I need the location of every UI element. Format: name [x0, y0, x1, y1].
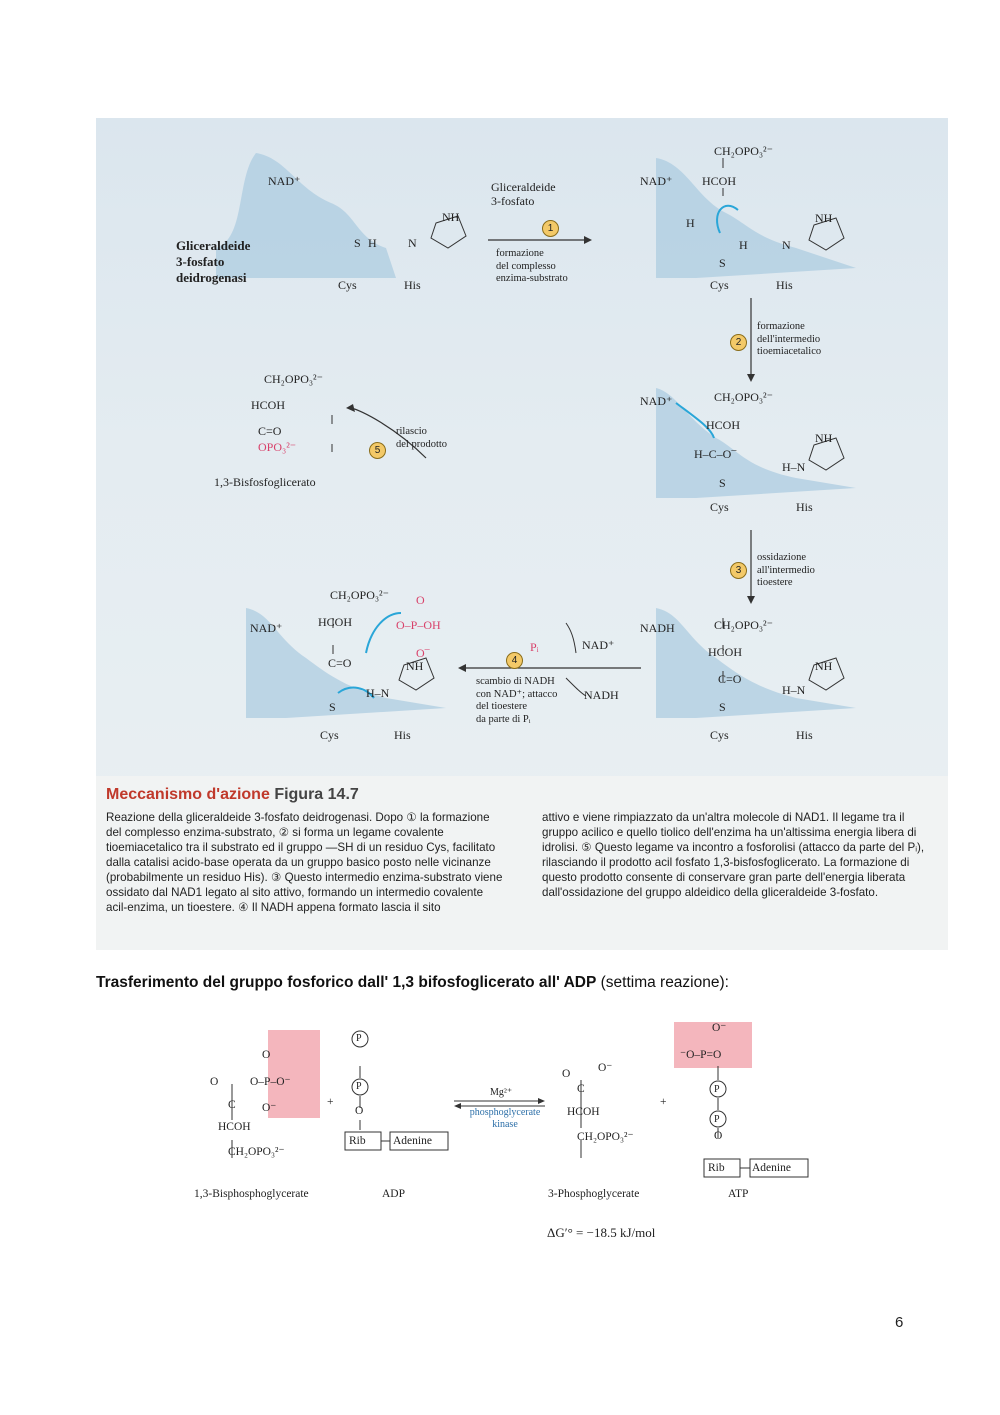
delta-g: ΔG′° = −18.5 kJ/mol: [547, 1225, 656, 1240]
p1-hcoh: HCOH: [567, 1106, 600, 1118]
step-5-text: rilascio del prodotto: [396, 426, 448, 450]
enzyme-name: Gliceraldeide 3-fosfato deidrogenasi: [176, 238, 251, 285]
product-hcoh: HCOH: [251, 398, 286, 412]
page-number: 6: [895, 1314, 904, 1331]
product-name: 1,3-Bisfosfoglicerato: [214, 475, 316, 489]
step-4-badge: 4: [506, 652, 523, 669]
product-ch2opo3: CH₂OPO₃²⁻: [264, 372, 323, 386]
r1-o-top: O: [262, 1049, 271, 1061]
nh-label-4: NH: [815, 659, 833, 673]
nitrogen-label: N: [408, 236, 417, 250]
nadh-label: NADH: [640, 621, 675, 635]
r1-ch2opo3: CH₂OPO₃²⁻: [228, 1146, 285, 1158]
his-label-4: His: [796, 728, 813, 742]
r1-c: C: [228, 1099, 236, 1111]
r1-o-left: O: [210, 1076, 219, 1088]
o-p-oh-label: O–P–OH: [396, 618, 441, 632]
section-heading: Trasferimento del gruppo fosforico dall' 1,3 bifosfoglicerato all' ADP (settima reazione):: [96, 974, 729, 991]
step-4-text: scambio di NADH con NAD⁺; attacco del tioestere da parte di Pᵢ: [476, 676, 558, 725]
ch2opo3-label-2: CH₂OPO₃²⁻: [714, 144, 773, 158]
cys-label-5: Cys: [320, 728, 339, 742]
sulfur-label-2: S: [719, 256, 726, 270]
ch2opo3-label-4: CH₂OPO₃²⁻: [714, 618, 773, 632]
r1-o-p-o: O–P–O⁻: [250, 1076, 291, 1088]
step-3-badge: 3: [730, 562, 747, 579]
reactant-1-name: 1,3-Bisphosphoglycerate: [194, 1188, 309, 1200]
sulfur-label-4: S: [719, 700, 726, 714]
nad-plus-label-4: NAD⁺: [582, 638, 615, 652]
sulfur-label-5: S: [329, 700, 336, 714]
nad-plus-label-2: NAD⁺: [640, 174, 673, 188]
atp-adenine: Adenine: [752, 1162, 791, 1174]
adp-rib: Rib: [349, 1135, 366, 1147]
hydrogen-label-3: H: [739, 238, 748, 252]
r1-o-minus: O⁻: [262, 1102, 277, 1114]
caption-col-2: attivo e viene rimpiazzato da un'altra molecole di NAD1. Il legame tra il gruppo acilico e quello tiolico dell'enzima ha un'altissima energia libera di idrolisi. ⑤ Questo legame va incontro a fosforolisi (attacco da parte del Pᵢ), rilasciando il prodotto acil fosfato 1,3-bisfosfoglicerato. La formazione di questo prodotto consente di conservare gran parte dell'energia liberata dall'ossidazione del gruppo aldeidico della gliceraldeide 3-fosfato.: [542, 811, 925, 899]
pi-label: Pᵢ: [530, 640, 539, 654]
adp-o: O: [355, 1105, 364, 1117]
adp-adenine: Adenine: [393, 1135, 432, 1147]
atp-o: O: [714, 1130, 723, 1142]
hydrogen-label: H: [368, 236, 377, 250]
plus-1: +: [327, 1096, 334, 1108]
his-label: His: [404, 278, 421, 292]
reactant-2-name: ADP: [382, 1188, 406, 1200]
step-5-badge: 5: [369, 442, 386, 459]
cys-label-2: Cys: [710, 278, 729, 292]
r1-hcoh: HCOH: [218, 1121, 251, 1133]
figure-14-7: [96, 118, 948, 950]
nadh-label-2: NADH: [584, 688, 619, 702]
p1-o-left: O: [562, 1068, 571, 1080]
hcoh-label-2: HCOH: [702, 174, 737, 188]
hcoh-label-4: HCOH: [708, 645, 743, 659]
step-1-badge: 1: [542, 220, 559, 237]
sulfur-label: S: [354, 236, 361, 250]
his-label-5: His: [394, 728, 411, 742]
step-1-text: formazione del complesso enzima-substrato: [496, 248, 568, 284]
co-label-4: C=O: [718, 672, 742, 686]
cys-label-4: Cys: [710, 728, 729, 742]
cys-label: Cys: [338, 278, 357, 292]
hn-label-3: H–N: [366, 686, 390, 700]
caption-col-1: Reazione della gliceraldeide 3-fosfato deidrogenasi. Dopo ① la formazione del complesso enzima-substrato, ② si forma un legame covalente tioemiacetalico tra il substrato ed il gruppo —SH di un residuo Cys, facilitato dalla catalisi acido-base operata da un gruppo basico posto nelle vicinanze (probabilmente un residuo His). ③ Questo intermedio enzima-substrato viene ossidato dal NAD1 legato al sito attivo, formando un intermedio covalente acil-enzima, un tioestere. ④ Il NADH appena formato lascia il sito: [106, 811, 503, 914]
product-1-name: 3-Phosphoglycerate: [548, 1188, 640, 1200]
p1-o-minus: O⁻: [598, 1062, 613, 1074]
p-o-top-label: O: [416, 593, 425, 607]
nad-plus-label-3: NAD⁺: [640, 394, 673, 408]
atp-p2: P: [714, 1084, 720, 1095]
step-3-text: ossidazione all'intermedio tioestere: [757, 552, 815, 588]
nad-plus-label-5: NAD⁺: [250, 621, 283, 635]
p-o-bottom-label: O–: [416, 644, 430, 660]
enzyme-label: phosphoglycerate kinase: [469, 1107, 541, 1130]
hc-o-label: H–C–O–: [694, 445, 737, 461]
p1-c: C: [577, 1083, 585, 1095]
hcoh-label-5: HCOH: [318, 615, 353, 629]
nad-plus-label: NAD⁺: [268, 174, 301, 188]
nh-label-5: NH: [406, 659, 424, 673]
product-co: C=O: [258, 424, 282, 438]
product-2-name: ATP: [728, 1188, 749, 1200]
atp-rib: Rib: [708, 1162, 725, 1174]
ch2opo3-label-5: CH₂OPO₃²⁻: [330, 588, 389, 602]
plus-2: +: [660, 1096, 667, 1108]
ch2opo3-label-3: CH₂OPO₃²⁻: [714, 390, 773, 404]
cofactor-label: Mg²⁺: [490, 1087, 513, 1098]
nitrogen-label-2: N: [782, 238, 791, 252]
sulfur-label-3: S: [719, 476, 726, 490]
atp-p3: P: [714, 1114, 720, 1125]
co-label-5: C=O: [328, 656, 352, 670]
his-label-3: His: [796, 500, 813, 514]
nh-label-2: NH: [815, 211, 833, 225]
caption-title: Meccanismo d'azione Figura 14.7: [106, 786, 359, 803]
p1-ch2opo3: CH₂OPO₃²⁻: [577, 1131, 634, 1143]
his-label-2: His: [776, 278, 793, 292]
atp-o-minus: O⁻: [712, 1022, 727, 1034]
cys-label-3: Cys: [710, 500, 729, 514]
hn-label: H–N: [782, 460, 806, 474]
nh-label: NH: [442, 210, 460, 224]
hcoh-label-3: HCOH: [706, 418, 741, 432]
substrate-label: Gliceraldeide 3-fosfato: [491, 180, 556, 208]
atp-o-p-eq-o: ⁻O–P=O: [680, 1049, 722, 1061]
adp-p1: P: [356, 1033, 362, 1044]
nh-label-3: NH: [815, 431, 833, 445]
step-2-text: formazione dell'intermedio tioemiacetalico: [757, 321, 822, 357]
adp-p2: P: [356, 1081, 362, 1092]
hydrogen-label-2: H: [686, 216, 695, 230]
product-opo3: OPO₃²⁻: [258, 440, 297, 454]
hn-label-2: H–N: [782, 683, 806, 697]
step-2-badge: 2: [730, 334, 747, 351]
